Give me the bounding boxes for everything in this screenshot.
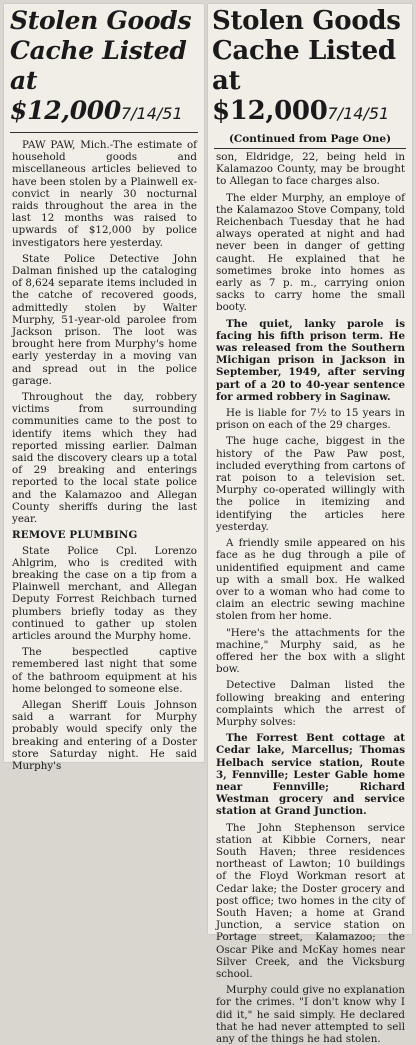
paragraph: Throughout the day, robbery victims from surrounding communities came to the post to identify items which they had reported missing earlier. Dalman said the discovery clears up a total of 29 breaking and enterings reported to the local state police and the Kalamazoo and Allegan County sheriffs during the last year. (12, 391, 197, 526)
paragraph: The John Stephenson service station at Kibbie Corners, near South Haven; three residences northeast of Lawton; 10 buildings of the Floyd Workman resort at Cedar lake; the Doster grocery and post office; two homes in the city of South Haven; a home at Grand Junction, a service station on Portage street, Kalamazoo; the Oscar Pike and McKay homes near Silver Creek, and the Vicksburg school. (216, 821, 405, 980)
paragraph: A friendly smile appeared on his face as he dug through a pile of unidentified equipment and came up with a small box. He walked over to a woman who had come to claim an electric sewing machine stolen from her home. (216, 537, 405, 623)
paragraph: He is liable for 7½ to 15 years in prison on each of the 29 charges. (216, 407, 405, 432)
paragraph: Detective Dalman listed the following breaking and entering complaints which the arrest of Murphy solves: (216, 679, 405, 728)
paragraph: PAW PAW, Mich.-The estimate of household goods and miscellaneous articles believed to have been stolen by a Plainwell ex-convict in nearly 30 nocturnal raids throughout the area in the last 12 months was raised to upwards of $12,000 by police investigators here yesterday. (12, 139, 197, 249)
headline-text: Stolen Goods Cache Listed at $12,000 (212, 6, 401, 126)
handwritten-date: 7/14/51 (327, 104, 390, 123)
left-clipping (4, 4, 204, 772)
article-body (4, 139, 204, 772)
article-body (208, 151, 412, 1045)
paragraph: Murphy could give no explanation for the crimes. "I don't know why I did it," he said simply. He declared that he had never attempted to sell any of the things he had stolen. (216, 984, 405, 1045)
rule (214, 148, 406, 149)
continued-line: (Continued from Page One) (228, 133, 392, 145)
headline-text: Stolen Goods Cache Listed at $12,000 (10, 6, 192, 125)
paragraph: The huge cache, biggest in the history of the Paw Paw post, included everything from cartons of rat poison to a television set. Murphy co-operated willingly with the police in itemizing and identifying the articles here yesterday. (216, 435, 405, 533)
paragraph-bold: The quiet, lanky parole is facing his fifth prison term. He was released from the Southern Michigan prison in Jackson in September, 1949, after serving part of a 20 to 40-year sentence for armed robbery in Saginaw. (216, 317, 405, 403)
paragraph: The elder Murphy, an employe of the Kalamazoo Stove Company, told Reichenbach Tuesday that he had always operated at night and had never been in danger of getting caught. He explained that he sometimes broke into homes as early as 7 p. m., carrying onion sacks to carry home the small booty. (216, 191, 405, 314)
paragraph: State Police Detective John Dalman finished up the cataloging of 8,624 separate items included in the catche of recovered goods, admittedly stolen by Walter Murphy, 51-year-old parolee from Jackson prison. The loot was brought here from Murphy's home early yesterday in a moving van and spread out in the police garage. (12, 252, 197, 387)
paragraph: The bespectled captive remembered last night that some of the bathroom equipment at his home belonged to someone else. (12, 646, 197, 695)
paragraph: son, Eldridge, 22, being held in Kalamazoo County, may be brought to Allegan to face charges also. (216, 151, 405, 188)
handwritten-date: 7/14/51 (120, 104, 183, 123)
rule (10, 132, 198, 133)
headline (212, 6, 408, 129)
right-clipping (208, 4, 412, 1045)
subhead: REMOVE PLUMBING (12, 529, 138, 542)
paragraph-bold: The Forrest Bent cottage at Cedar lake, Marcellus; Thomas Helbach service station, Route 3, Fennville; Lester Gable home near Fennville; Richard Westman grocery and service station at Grand Junction. (216, 732, 405, 818)
paragraph: State Police Cpl. Lorenzo Ahlgrim, who is credited with breaking the case on a tip from a Plainwell merchant, and Allegan Deputy Forrest Reichbach turned plumbers briefly today as they continued to gather up stolen articles around the Murphy home. (12, 544, 197, 642)
paragraph: "Here's the attachments for the machine," Murphy said, as he offered her the box with a slight bow. (216, 626, 405, 676)
headline (10, 6, 200, 129)
paragraph: Allegan Sheriff Louis Johnson said a warrant for Murphy probably would specify only the breaking and entering of a Doster store Saturday night. He said Murphy's (12, 698, 197, 772)
